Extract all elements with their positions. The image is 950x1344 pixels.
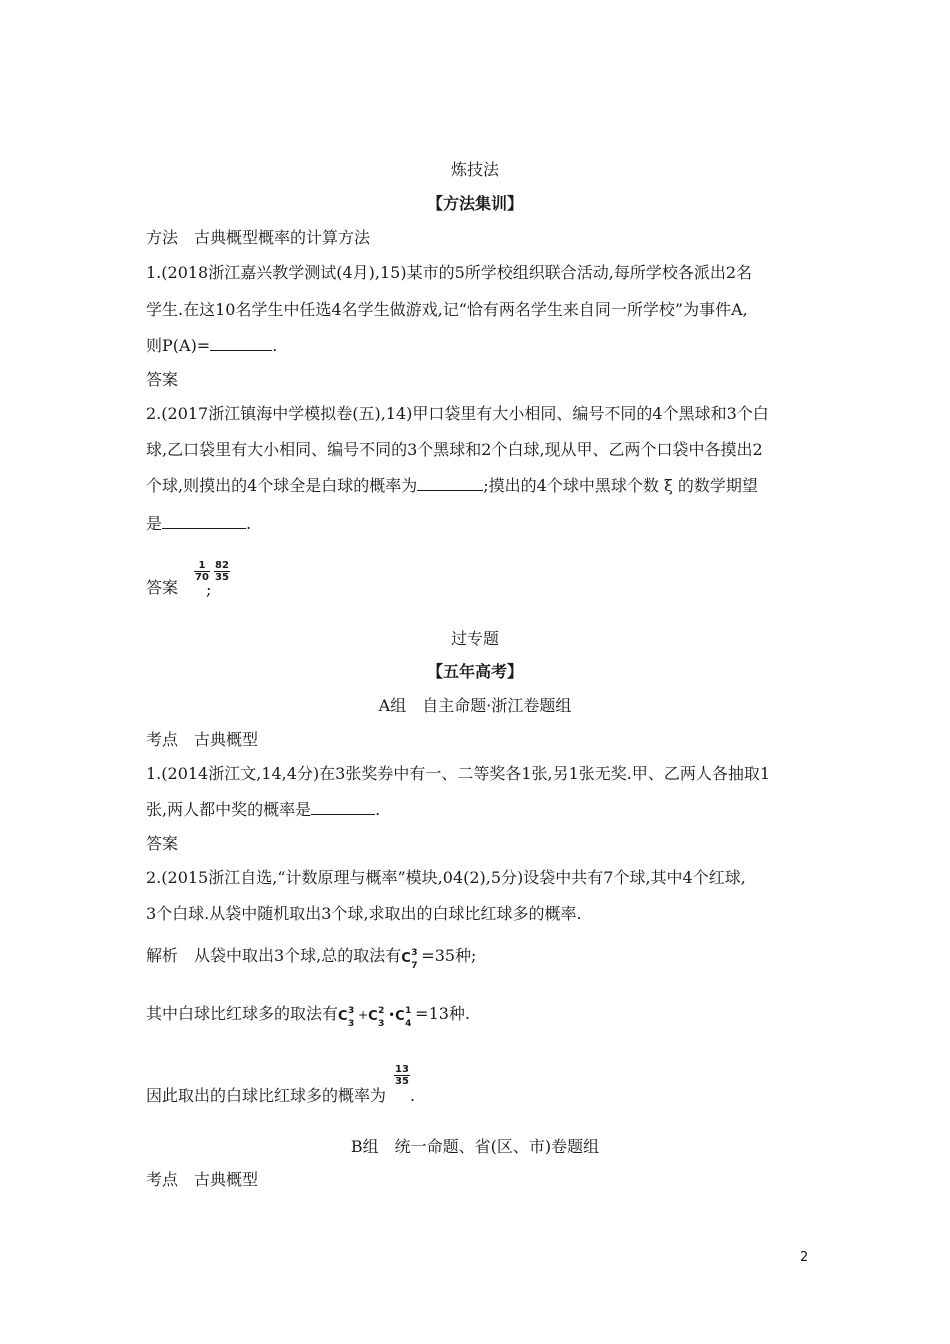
solution-line [146,1004,471,1029]
answer-blank [417,476,483,491]
question-line: 2.(2015浙江自选,“计数原理与概率”模块,04(2),5分)设袋中共有7个球,其中4个红球, [146,868,746,887]
question-text: . [272,336,278,355]
question-line: 1.(2014浙江文,14,4分)在3张奖券中有一、二等奖各1张,另1张无奖.甲、乙两人各抽取1 [146,764,771,783]
point-label: 考点 古典概型 [146,1170,259,1189]
solution-text: =13种. [415,1004,471,1023]
probability-fraction: $\frac{13}{35}$ [395,1064,409,1087]
question-line [146,336,277,356]
question-text: 则P(A)= [146,336,211,355]
section-subtitle: 【五年高考】 [426,662,523,681]
answer-label: 答案 [146,370,179,389]
answer-label: 答案 [146,834,179,853]
question-line: 2.(2017浙江镇海中学模拟卷(五),14)甲口袋里有大小相同、编号不同的4个黑球和3个白 [146,404,769,423]
answer-fraction: $\frac{1}{70}$ [195,560,209,583]
question-text: ;摸出的4个球中黑球个数 ξ 的数学期望 [483,476,758,495]
method-label: 方法 古典概型概率的计算方法 [146,228,371,247]
section-subtitle: 【方法集训】 [426,194,523,213]
question-text: . [246,514,252,533]
answer-blank [210,336,272,351]
solution-text: =35种; [421,946,477,965]
question-line [146,514,251,534]
solution-text: 解析 从袋中取出3个球,总的取法有 [146,946,402,965]
question-text: 是 [146,514,163,533]
answer-label: 答案 [146,578,179,597]
combination-symbol: C 2 3 [368,1005,385,1029]
plus-sign: + [358,1008,369,1022]
combination-symbol: C 3 7 [401,947,418,971]
solution-text: 其中白球比红球多的取法有 [146,1004,339,1023]
combination-symbol: C 3 3 [338,1005,355,1029]
combination-symbol: C 1 4 [395,1005,412,1029]
question-line [146,476,758,496]
section-title: 过专题 [450,629,499,648]
question-line: 1.(2018浙江嘉兴教学测试(4月),15)某市的5所学校组织联合活动,每所学校各派出2名 [146,263,753,282]
answer-separator: ; [206,580,212,599]
question-line: 球,乙口袋里有大小相同、编号不同的3个黑球和2个白球,现从甲、乙两个口袋中各摸出2 [146,440,763,459]
question-line: 学生.在这10名学生中任选4名学生做游戏,记“恰有两名学生来自同一所学校”为事件A, [146,300,748,319]
point-label: 考点 古典概型 [146,730,259,749]
answer-blank [162,514,246,529]
question-line [146,800,380,820]
question-text: 个球,则摸出的4个球全是白球的概率为 [146,476,418,495]
answer-blank [311,800,375,815]
answer-fraction: $\frac{82}{35}$ [215,560,229,583]
solution-text: . [410,1086,416,1105]
group-heading: A组 自主命题·浙江卷题组 [378,696,572,715]
group-heading: B组 统一命题、省(区、市)卷题组 [350,1137,600,1156]
solution-text: 因此取出的白球比红球多的概率为 [146,1086,387,1105]
question-text: . [375,800,381,819]
solution-line [146,946,477,971]
multiply-dot: • [388,1008,396,1022]
question-text: 张,两人都中奖的概率是 [146,800,312,819]
page-number: 2 [800,1250,809,1265]
question-line: 3个白球.从袋中随机取出3个球,求取出的白球比红球多的概率. [146,904,582,923]
section-title: 炼技法 [450,160,499,179]
